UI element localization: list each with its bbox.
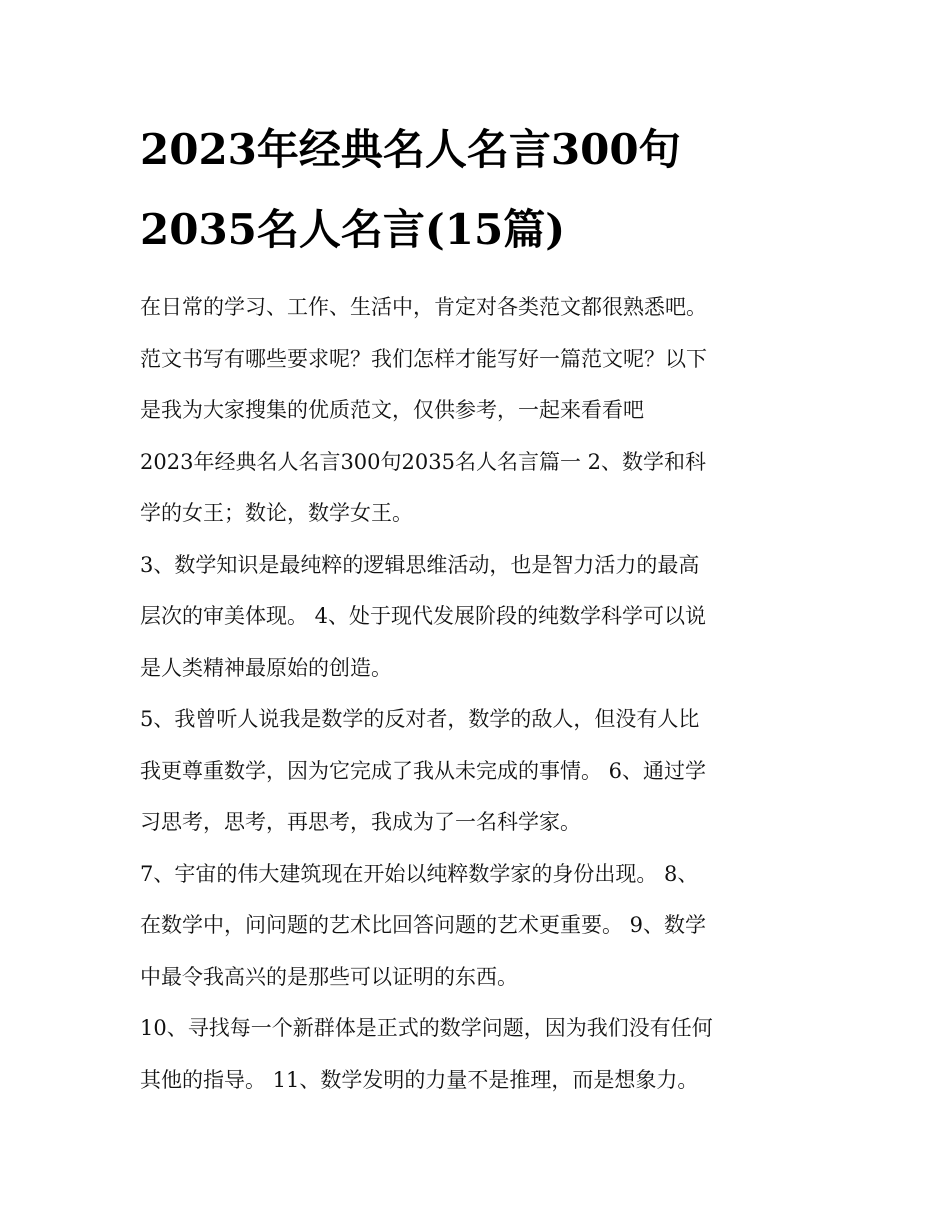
paragraph-intro — [140, 282, 820, 437]
paragraph-quotes-7-9 — [140, 849, 820, 1004]
document-title — [140, 110, 820, 270]
text-line: 层次的审美体现。 4、处于现代发展阶段的纯数学科学可以说 — [140, 604, 707, 628]
text-line: 2023年经典名人名言300句2035名人名言篇一 2、数学和科 — [140, 449, 707, 474]
title-line-1: 2023年经典名人名言300句 — [140, 125, 681, 174]
paragraph-quotes-10-11 — [140, 1003, 820, 1106]
text-line: 在日常的学习、工作、生活中，肯定对各类范文都很熟悉吧。 — [140, 295, 707, 319]
paragraph-quotes-3-4 — [140, 540, 820, 695]
paragraph-quotes-5-6 — [140, 694, 820, 849]
text-line: 是人类精神最原始的创造。 — [140, 655, 392, 680]
text-line: 中最令我高兴的是那些可以证明的东西。 — [140, 964, 518, 989]
text-line: 我更尊重数学，因为它完成了我从未完成的事情。 6、通过学 — [140, 758, 707, 783]
text-line: 7、宇宙的伟大建筑现在开始以纯粹数学家的身份出现。 8、 — [140, 861, 699, 886]
text-line: 是我为大家搜集的优质范文，仅供参考，一起来看看吧 — [140, 398, 644, 422]
text-line: 5、我曾听人说我是数学的反对者，数学的敌人，但没有人比 — [140, 707, 700, 731]
text-line: 学的女王；数论，数学女王。 — [140, 501, 413, 525]
text-line: 其他的指导。 11、数学发明的力量不是推理，而是想象力。 — [140, 1067, 699, 1092]
document-page — [140, 110, 820, 1106]
text-line: 习思考，思考，再思考，我成为了一名科学家。 — [140, 810, 581, 834]
text-line: 10、寻找每一个新群体是正式的数学问题，因为我们没有任何 — [140, 1016, 713, 1040]
text-line: 范文书写有哪些要求呢？我们怎样才能写好一篇范文呢？以下 — [140, 346, 707, 371]
title-line-2: 2035名人名言(15篇) — [140, 205, 566, 254]
text-line: 在数学中，问问题的艺术比回答问题的艺术更重要。 9、数学 — [140, 913, 707, 937]
document-body — [140, 282, 820, 1106]
paragraph-section-1 — [140, 437, 820, 540]
text-line: 3、数学知识是最纯粹的逻辑思维活动，也是智力活力的最高 — [140, 552, 700, 577]
